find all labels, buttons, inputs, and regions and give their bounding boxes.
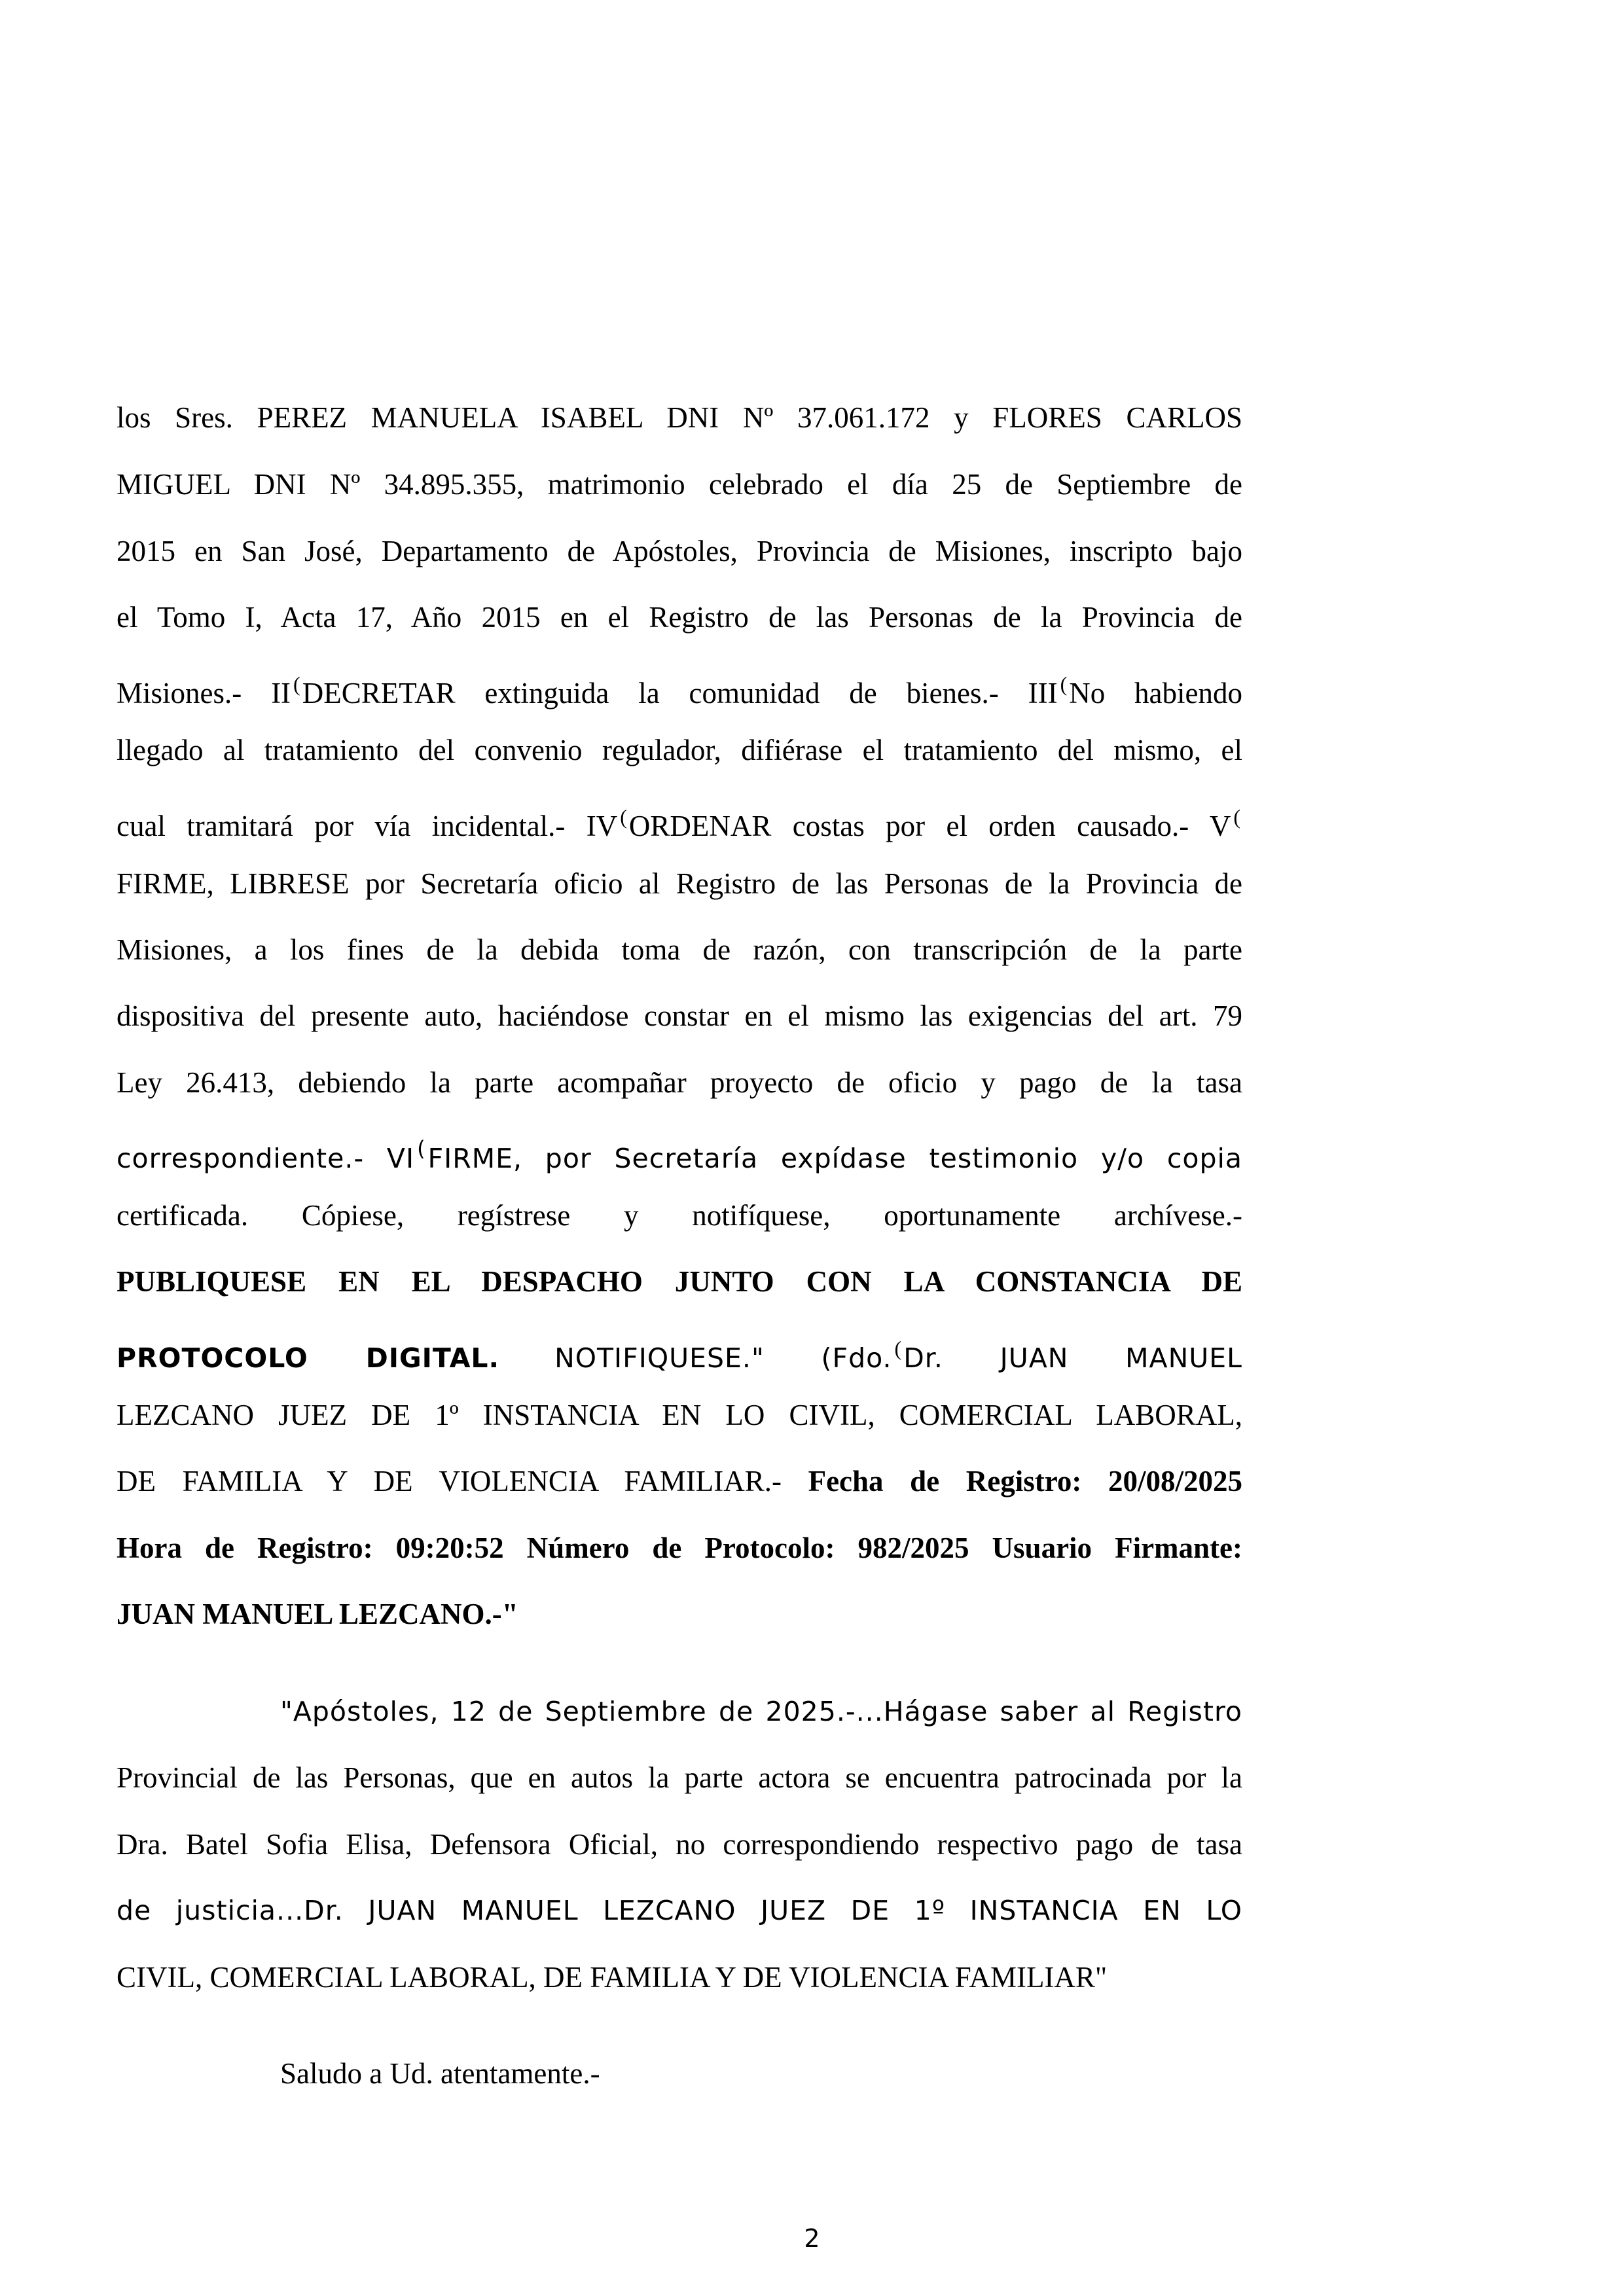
protocol-label: PROTOCOLO DIGITAL. bbox=[117, 1342, 500, 1374]
quote-line-1: "Apóstoles, 12 de Septiembre de 2025.-...Hágase saber al Registro bbox=[280, 1696, 1242, 1727]
body-line-16: LEZCANO JUEZ DE 1º INSTANCIA EN LO CIVIL, COMERCIAL LABORAL, bbox=[117, 1399, 1242, 1431]
signer-name: JUAN MANUEL LEZCANO.-" bbox=[117, 1598, 518, 1630]
body-line-11: Ley 26.413, debiendo la parte acompañar proyecto de oficio y pago de la tasa bbox=[117, 1066, 1242, 1099]
quote-line-3: Dra. Batel Sofia Elisa, Defensora Oficial, no correspondiendo respectivo pago de tasa bbox=[117, 1828, 1242, 1861]
body-line-12: correspondiente.- VI (FIRME, por Secretaría expídase testimonio y/o copia bbox=[117, 1136, 1242, 1174]
open-paren-mark: ( bbox=[293, 672, 300, 696]
body-line-10: dispositiva del presente auto, haciéndose constar en el mismo las exigencias del art. 79 bbox=[117, 999, 1242, 1032]
quote-line-4: de justicia...Dr. JUAN MANUEL LEZCANO JUEZ DE 1º INSTANCIA EN LO bbox=[117, 1895, 1242, 1926]
body-line-8: FIRME, LIBRESE por Secretaría oficio al Registro de las Personas de la Provincia de bbox=[117, 867, 1242, 900]
body-line-5: Misiones.- II (DECRETAR extinguida la comunidad de bienes.- III (No habiendo bbox=[117, 672, 1242, 709]
page-number: 2 bbox=[804, 2224, 820, 2253]
open-paren-mark: ( bbox=[1233, 805, 1240, 829]
body-line-18 bbox=[117, 1528, 1242, 1568]
registration-details: Hora de Registro: 09:20:52 Número de Protocolo: 982/2025 Usuario Firmante: bbox=[117, 1532, 1242, 1564]
body-line-4: el Tomo I, Acta 17, Año 2015 en el Registro de las Personas de la Provincia de bbox=[117, 601, 1242, 634]
body-line-6: llegado al tratamiento del convenio regulador, difiérase el tratamiento del mismo, el bbox=[117, 734, 1242, 766]
open-paren-mark: ( bbox=[417, 1136, 426, 1161]
body-line-9: Misiones, a los fines de la debida toma de razón, con transcripción de la parte bbox=[117, 933, 1242, 966]
body-line-1: los Sres. PEREZ MANUELA ISABEL DNI Nº 37.061.172 y FLORES CARLOS bbox=[117, 401, 1242, 434]
body-line-15: PROTOCOLO DIGITAL. NOTIFIQUESE." (Fdo. (Dr. JUAN MANUEL bbox=[117, 1336, 1242, 1374]
quote-line-5: CIVIL, COMERCIAL LABORAL, DE FAMILIA Y DE VIOLENCIA FAMILIAR" bbox=[117, 1961, 1108, 1994]
publish-notice: PUBLIQUESE EN EL DESPACHO JUNTO CON LA CONSTANCIA DE bbox=[117, 1265, 1242, 1298]
body-line-7: cual tramitará por vía incidental.- IV (ORDENAR costas por el orden causado.- V ( bbox=[117, 805, 1240, 842]
closing-salutation: Saludo a Ud. atentamente.- bbox=[280, 2057, 600, 2090]
open-paren-mark: ( bbox=[894, 1336, 902, 1360]
quote-line-2: Provincial de las Personas, que en autos la parte actora se encuentra patrocinada por la bbox=[117, 1761, 1242, 1794]
body-line-19 bbox=[117, 1594, 1242, 1634]
registration-date: Fecha de Registro: 20/08/2025 bbox=[808, 1465, 1243, 1498]
open-paren-mark: ( bbox=[620, 805, 627, 829]
body-line-13: certificada. Cópiese, regístrese y notifíquese, oportunamente archívese.- bbox=[117, 1199, 1242, 1232]
open-paren-mark: ( bbox=[1060, 672, 1068, 696]
body-line-17: DE FAMILIA Y DE VIOLENCIA FAMILIAR.- Fecha de Registro: 20/08/2025 bbox=[117, 1465, 1243, 1498]
body-line-3: 2015 en San José, Departamento de Apóstoles, Provincia de Misiones, inscripto bajo bbox=[117, 535, 1242, 567]
body-line-2: MIGUEL DNI Nº 34.895.355, matrimonio celebrado el día 25 de Septiembre de bbox=[117, 468, 1242, 501]
body-line-14 bbox=[117, 1262, 1242, 1301]
